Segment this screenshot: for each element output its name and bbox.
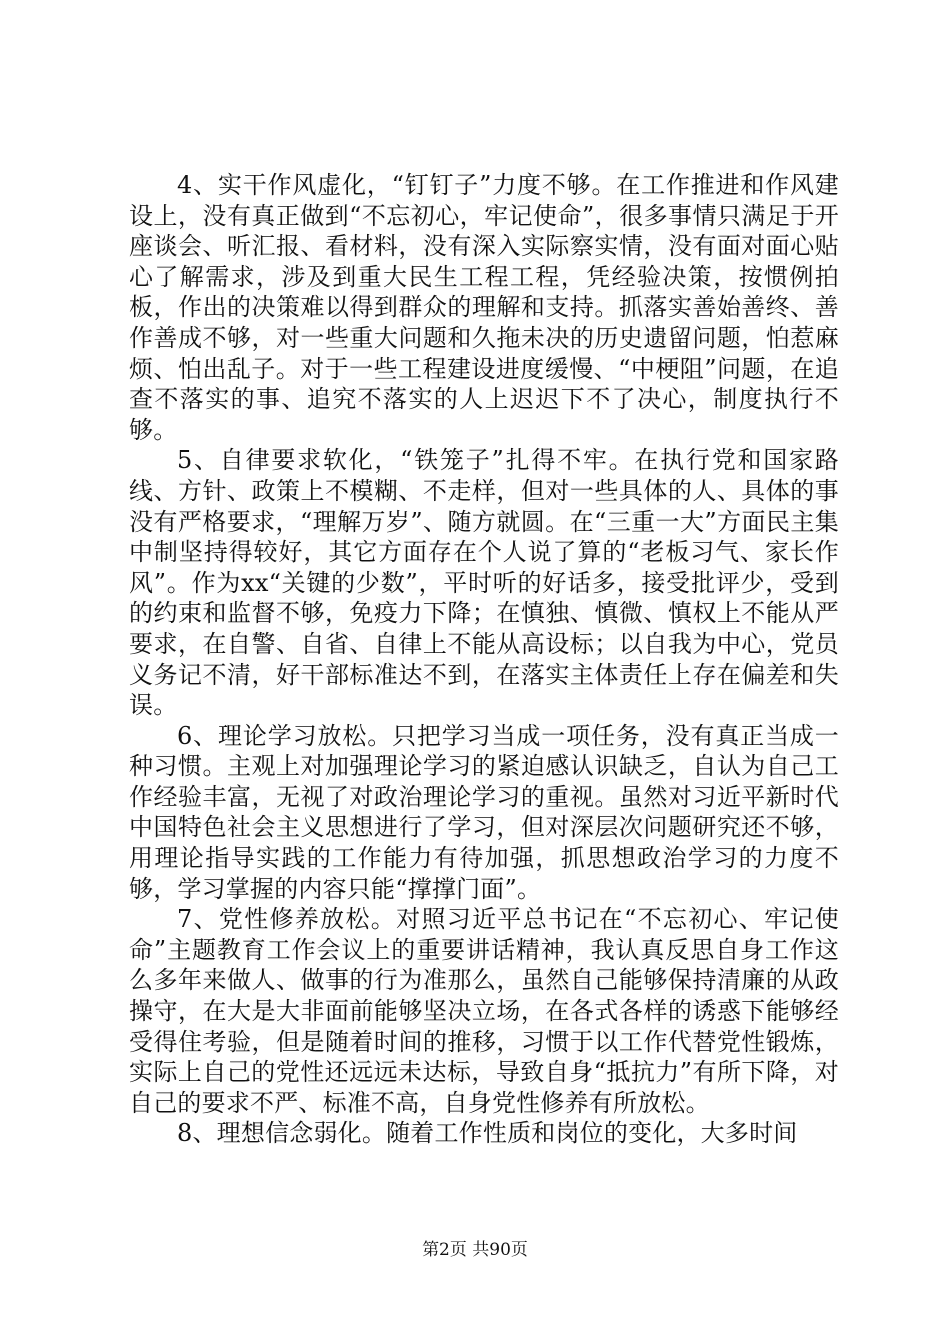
paragraph-item-7: 7、党性修养放松。对照习近平总书记在“不忘初心、牢记使命”主题教育工作会议上的重要讲话精神，我认真反思自身工作这么多年来做人、做事的行为准那么，虽然自己能够保持清廉的从政操守，在大是大非面前能够坚决立场，在各式各样的诱惑下能够经受得住考验，但是随着时间的推移，习惯于以工作代替党性锻炼，实际上自己的党性还远远未达标，导致自身“抵抗力”有所下降，对自己的要求不严、标准不高，自身党性修养有所放松。 <box>129 905 839 1117</box>
paragraph-item-5: 5、自律要求软化，“铁笼子”扎得不牢。在执行党和国家路线、方针、政策上不模糊、不走样，但对一些具体的人、具体的事没有严格要求，“理解万岁”、随方就圆。在“三重一大”方面民主集中制坚持得较好，其它方面存在个人说了算的“老板习气、家长作风”。作为xx“关键的少数”，平时听的好话多，接受批评少，受到的约束和监督不够，免疫力下降；在慎独、慎微、慎权上不能从严要求，在自警、自省、自律上不能从高设标；以自我为中心，党员义务记不清，好干部标准达不到，在落实主体责任上存在偏差和失误。 <box>129 446 839 720</box>
page-number-footer: 第2页 共90页 <box>422 1240 528 1260</box>
paragraph-item-8: 8、理想信念弱化。随着工作性质和岗位的变化，大多时间 <box>177 1119 798 1148</box>
paragraph-item-4: 4、实干作风虚化，“钉钉子”力度不够。在工作推进和作风建设上，没有真正做到“不忘初心，牢记使命”，很多事情只满足于开座谈会、听汇报、看材料，没有深入实际察实情，没有面对面心贴心了解需求，涉及到重大民生工程工程，凭经验决策，按惯例拍板，作出的决策难以得到群众的理解和支持。抓落实善始善终、善作善成不够，对一些重大问题和久拖未决的历史遗留问题，怕惹麻烦、怕出乱子。对于一些工程建设进度缓慢、“中梗阻”问题，在追查不落实的事、追究不落实的人上迟迟下不了决心，制度执行不够。 <box>129 171 839 444</box>
paragraph-item-6: 6、理论学习放松。只把学习当成一项任务，没有真正当成一种习惯。主观上对加强理论学习的紧迫感认识缺乏，自认为自己工作经验丰富，无视了对政治理论学习的重视。虽然对习近平新时代中国特色社会主义思想进行了学习，但对深层次问题研究还不够，用理论指导实践的工作能力有待加强，抓思想政治学习的力度不够，学习掌握的内容只能“撑撑门面”。 <box>129 721 839 903</box>
document-body <box>129 170 839 1149</box>
